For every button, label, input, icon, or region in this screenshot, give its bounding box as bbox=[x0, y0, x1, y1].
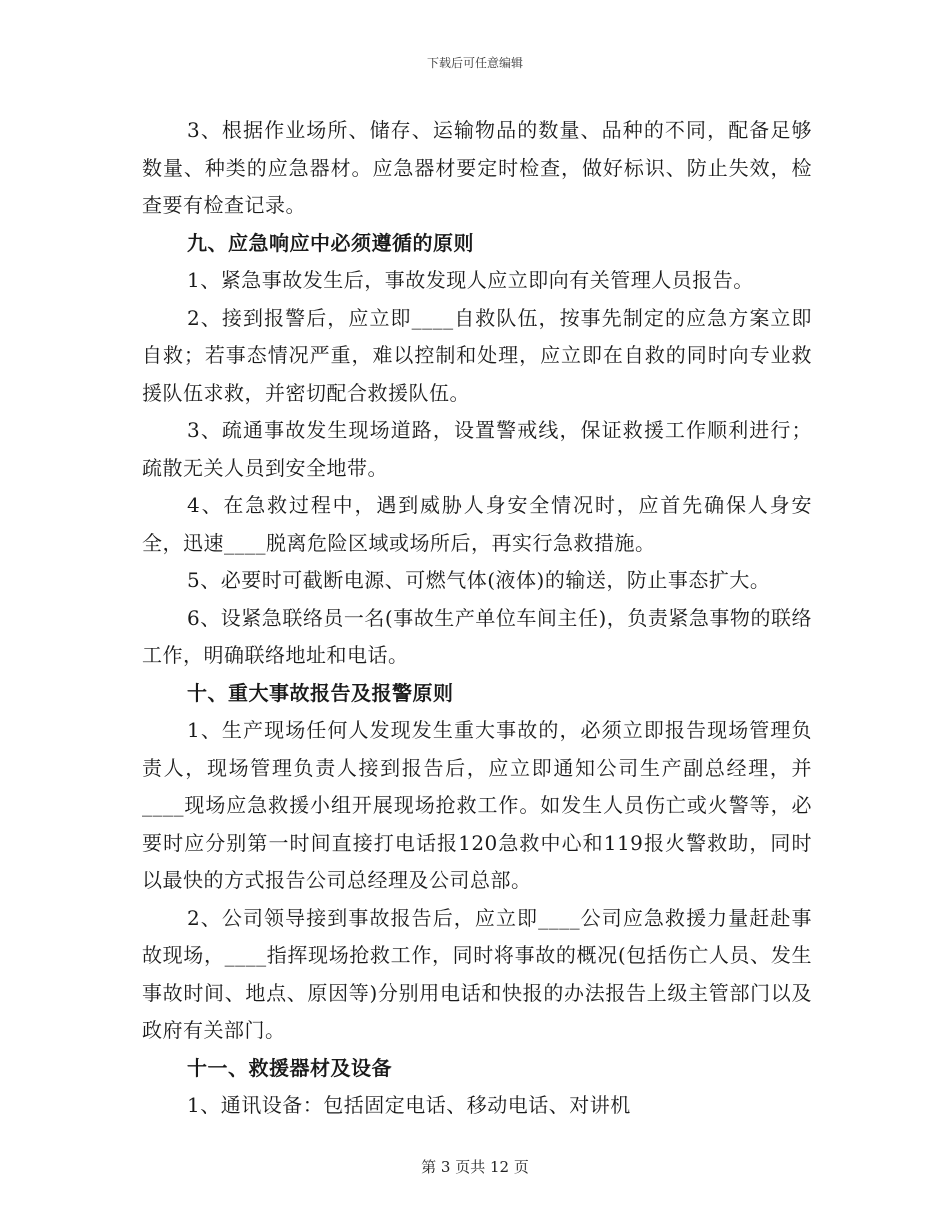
section-heading-11: 十一、救援器材及设备 bbox=[187, 1055, 392, 1080]
paragraph-9-5: 5、必要时可截断电源、可燃气体(液体)的输送，防止事态扩大。 bbox=[187, 568, 771, 592]
page-footer: 第 3 页共 12 页 bbox=[421, 1158, 529, 1176]
page-header: 下载后可任意编辑 bbox=[426, 56, 523, 70]
document-body bbox=[142, 112, 812, 1125]
paragraph-9-6: 6、设紧急联络员一名(事故生产单位车间主任)，负责紧急事物的联络工作，明确联络地址和电话。 bbox=[142, 605, 812, 667]
section-heading-10: 十、重大事故报告及报警原则 bbox=[187, 680, 454, 705]
paragraph-9-1: 1、紧急事故发生后，事故发现人应立即向有关管理人员报告。 bbox=[187, 268, 754, 292]
paragraph-9-4: 4、在急救过程中，遇到威胁人身安全情况时，应首先确保人身安全，迅速____脱离危险区域或场所后，再实行急救措施。 bbox=[142, 493, 812, 555]
paragraph-10-2: 2、公司领导接到事故报告后，应立即____公司应急救援力量赶赴事故现场，____指挥现场抢救工作，同时将事故的概况(包括伤亡人员、发生事故时间、地点、原因等)分别用电话和快报的办法报告上级主管部门以及政府有关部门。 bbox=[142, 905, 812, 1042]
section-heading-9: 九、应急响应中必须遵循的原则 bbox=[187, 230, 474, 255]
paragraph-item-3-materials: 3、根据作业场所、储存、运输物品的数量、品种的不同，配备足够数量、种类的应急器材。应急器材要定时检查，做好标识、防止失效，检查要有检查记录。 bbox=[142, 118, 812, 217]
paragraph-10-1: 1、生产现场任何人发现发生重大事故的，必须立即报告现场管理负责人，现场管理负责人接到报告后，应立即通知公司生产副总经理，并____现场应急救援小组开展现场抢救工作。如发生人员伤亡或火警等，必要时应分别第一时间直接打电话报120急救中心和119报火警救助，同时以最快的方式报告公司总经理及公司总部。 bbox=[142, 718, 812, 892]
paragraph-9-2: 2、接到报警后，应立即____自救队伍，按事先制定的应急方案立即自救；若事态情况严重，难以控制和处理，应立即在自救的同时向专业救援队伍求救，并密切配合救援队伍。 bbox=[142, 305, 812, 405]
paragraph-11-1: 1、通讯设备：包括固定电话、移动电话、对讲机 bbox=[187, 1093, 631, 1117]
paragraph-9-3: 3、疏通事故发生现场道路，设置警戒线，保证救援工作顺利进行；疏散无关人员到安全地带。 bbox=[142, 418, 812, 480]
